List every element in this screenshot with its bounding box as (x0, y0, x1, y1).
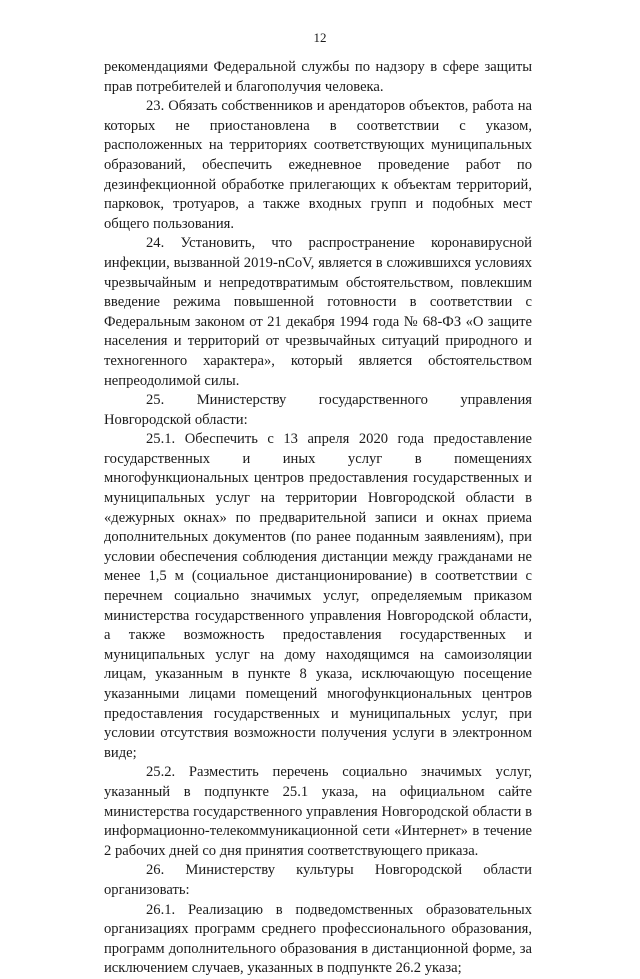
paragraph-26-1: 26.1. Реализацию в подведомственных образовательных организациях программ среднего профессионального образования, программ дополнительного образования в дистанционной форме, за исключением случаев, указанных в подпункте 26.2 указа; (104, 901, 532, 977)
page-number: 12 (313, 30, 327, 45)
paragraph-25: 25. Министерству государственного управления Новгородской области: (104, 392, 532, 428)
paragraph-25-2: 25.2. Разместить перечень социально значимых услуг, указанный в подпункте 25.1 указа, на официальном сайте министерства государственного управления Новгородской области в информационно-телекоммуникационной сети «Интернет» в течение 2 рабочих дней со дня принятия соответствующего приказа. (104, 764, 532, 859)
paragraph-23: 23. Обязать собственников и арендаторов объектов, работа на которых не приостановлена в соответствии с указом, расположенных на территориях соответствующих муниципальных образований, обеспечить ежедневное проведение работ по дезинфекционной обработке прилегающих к объектам территорий, парковок, тротуаров, а также входных групп и подобных мест общего пользования. (104, 98, 532, 232)
paragraph-22-continuation: рекомендациями Федеральной службы по надзору в сфере защиты прав потребителей и благополучия человека. (104, 59, 532, 95)
paragraph-26: 26. Министерству культуры Новгородской области организовать: (104, 862, 532, 898)
paragraph-25-1: 25.1. Обеспечить с 13 апреля 2020 года предоставление государственных и иных услуг в помещениях многофункциональных центров предоставления государственных и муниципальных услуг на территории Новгородской области в «дежурных окнах» по предварительной записи и окнах приема дополнительных документов (по ранее поданным заявлениям), при условии обеспечения соблюдения дистанции между гражданами не менее 1,5 м (социальное дистанционирование) в соответствии с перечнем социально значимых услуг, определяемым приказом министерства государственного управления Новгородской области, а также возможность предоставления государственных и муниципальных услуг на дому находящимся на самоизоляции лицам, указанным в пункте 8 указа, исключающую посещение указанными лицами помещений многофункциональных центров предоставления государственных и муниципальных услуг, при условии отсутствия возможности получения услуги в электронном виде; (104, 431, 532, 761)
paragraph-24: 24. Установить, что распространение коронавирусной инфекции, вызванной 2019-nCoV, является в сложившихся условиях чрезвычайным и непредотвратимым обстоятельством, повлекшим введение режима повышенной готовности в соответствии с Федеральным законом от 21 декабря 1994 года № 68-ФЗ «О защите населения и территорий от чрезвычайных ситуаций природного и техногенного характера», который является обстоятельством непреодолимой силы. (104, 235, 532, 389)
document-body (104, 58, 532, 979)
